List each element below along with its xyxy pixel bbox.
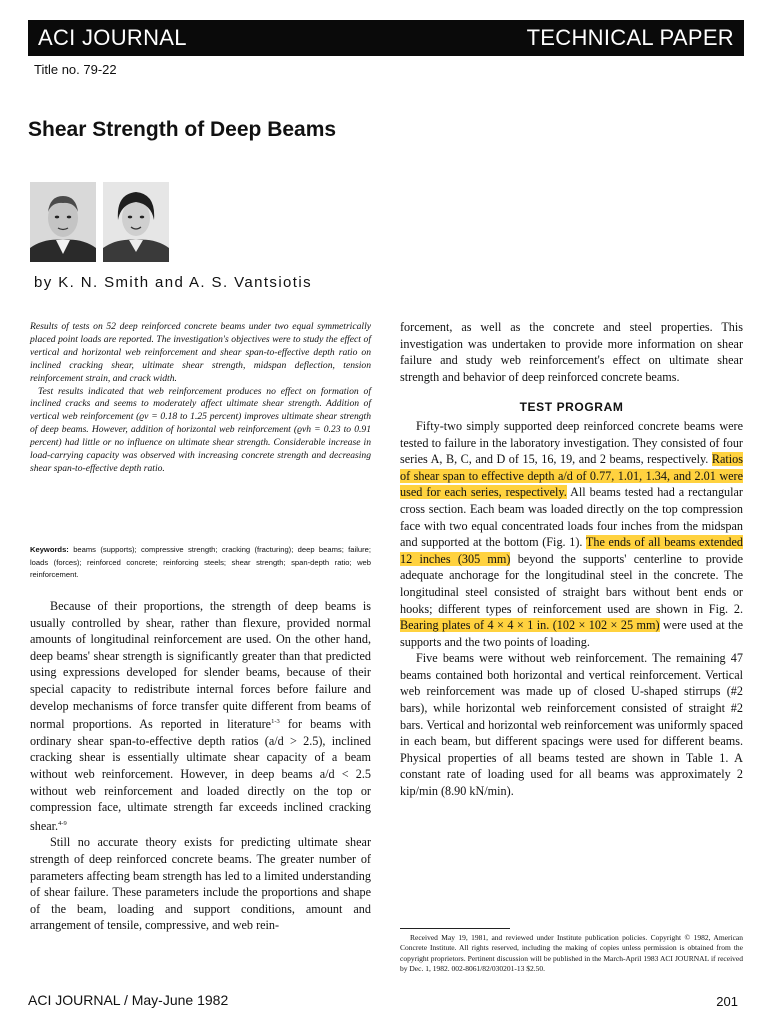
author-photo-vantsiotis <box>103 182 169 262</box>
abstract-paragraph: Test results indicated that web reinforcement produces no effect on formation of inclined cracks and seems to moderately affect ultimate shear strength. Addition of vertical web reinforcement (ϱv = 0.18 to 1.25 percent) improves ultimate shear strength of deep beams. However, addition of horizontal web reinforcement (ϱvh = 0.23 to 0.91 percent) had little or no influence on ultimate shear strength. Considerable increase in load-carrying capacity was observed with increasing concrete strength and decreasing shear span-to-effective depth ratio. <box>30 385 371 474</box>
journal-banner <box>28 20 744 56</box>
body-paragraph: forcement, as well as the concrete and steel properties. This investigation was undertaken to provide more information on shear failure and study web reinforcement's effect on ultimate shear strength and behavior of deep reinforced concrete beams. <box>400 320 743 384</box>
body-paragraph: Still no accurate theory exists for predicting ultimate shear strength of deep reinforced concrete beams. The greater number of parameters affecting beam strength has led to a limited understanding of shear failure. These parameters include the proportions and shape of the beam, loading and support conditions, amount and arrangement of tensile, compressive, and web rein- <box>30 835 371 933</box>
abstract-paragraph: Results of tests on 52 deep reinforced concrete beams under two equal symmetrically placed point loads are reported. The investigation's objectives were to study the effect of vertical and horizontal web reinforcement and shear span-to-effective depth ratio on inclined cracking shear, ultimate shear strength, midspan deflection, tension reinforcement strain, and crack width. <box>30 321 371 384</box>
body-left-column <box>30 598 371 934</box>
highlight: The ends of all beams extended 12 inches (305 mm) <box>400 535 743 566</box>
page-number: 201 <box>716 994 738 1009</box>
banner-section-type: TECHNICAL PAPER <box>526 25 734 50</box>
banner-journal-name: ACI JOURNAL <box>38 25 187 50</box>
section-heading-test-program: TEST PROGRAM <box>519 400 624 415</box>
body-paragraph: Because of their proportions, the strength of deep beams is usually controlled by shear, rather than flexure, provided normal amounts of longitudinal reinforcement are used. On the other hand, deep beams' shear strength is significantly greater than that predicted using expressions developed for slender beams, because of their special capacity to redistribute internal forces before failure and develop mechanisms of force transfer quite different from beams of normal proportions. As reported in literature$^{1-3}$ for beams with ordinary shear span-to-effective depth ratios (a/d > 2.5), inclined cracking shear is essentially ultimate shear capacity of a beam without web reinforcement. However, in deep beams a/d < 2.5 without web reinforcement and loaded directly on the top or compression face, ultimate strength far exceeds inclined cracking shear.$^{4-9}$ <box>30 599 372 833</box>
keywords-label: Keywords: <box>30 545 69 554</box>
keywords-text: beams (supports); compressive strength; cracking (fracturing); deep beams; failure; loads (forces); reinforced concrete; reinforcing steels; shear strength; span-depth ratio; web reinforcement. <box>30 545 371 580</box>
footer-journal: ACI JOURNAL / May-June 1982 <box>28 992 229 1008</box>
author-byline: by K. N. Smith and A. S. Vantsiotis <box>34 274 312 291</box>
paper-title: Shear Strength of Deep Beams <box>28 118 337 141</box>
keywords <box>30 544 371 582</box>
highlight: Bearing plates of 4 × 4 × 1 in. (102 × 102 × 25 mm) <box>400 618 660 633</box>
received-note: Received May 19, 1981, and reviewed under Institute publication policies. Copyright © 1982, American Concrete Institute. All rights reserved, including the making of copies unless permission is obtained from the copyright proprietors. Pertinent discussion will be published in the March-April 1983 ACI JOURNAL if received by Dec. 1, 1982. 002-8061/82/030201-13 $2.50. <box>400 933 743 974</box>
abstract <box>30 321 371 476</box>
highlight: Ratios of shear span to effective depth a/d of 0.77, 1.01, 1.34, and 2.01 were used for each series, respectively. <box>400 452 743 500</box>
body-paragraph: Five beams were without web reinforcement. The remaining 47 beams contained both horizontal and vertical reinforcement. Vertical web reinforcement was made up of closed U-shaped stirrups (#2 bars), while horizontal web reinforcement consisted of straight #2 bars. Vertical and horizontal web reinforcement was uniformly spaced in each beam, but different spacings were used for different beams. Physical properties of all beams tested are shown in Table 1. A constant rate of loading used for all beams was approximately 2 kip/min (8.90 kN/min). <box>400 651 743 799</box>
body-paragraph: Fifty-two simply supported deep reinforced concrete beams were tested to failure in the laboratory investigation. They consisted of four series A, B, C, and D of 15, 16, 19, and 2 beams, respectively. Ratios of shear span to effective depth a/d of 0.77, 1.01, 1.34, and 2.01 were used for each series, respectively. All beams tested had a rectangular cross section. Each beam was loaded directly on the top compression face with two equal concentrated loads four inches from the midspan and supported at the bottom (Fig. 1). The ends of all beams extended 12 inches (305 mm) beyond the supports' centerline to provide adequate anchorage for the longitudinal steel in the concrete. The longitudinal steel consisted of straight bars without bent ends or hooks; different types of reinforcement used are shown in Fig. 2. Bearing plates of 4 × 4 × 1 in. (102 × 102 × 25 mm) were used at the supports and the two points of loading. <box>400 418 743 649</box>
footnote-rule <box>400 928 510 929</box>
body-right-column <box>400 319 743 800</box>
author-photo-smith <box>30 182 96 262</box>
title-number: Title no. 79-22 <box>34 62 117 77</box>
